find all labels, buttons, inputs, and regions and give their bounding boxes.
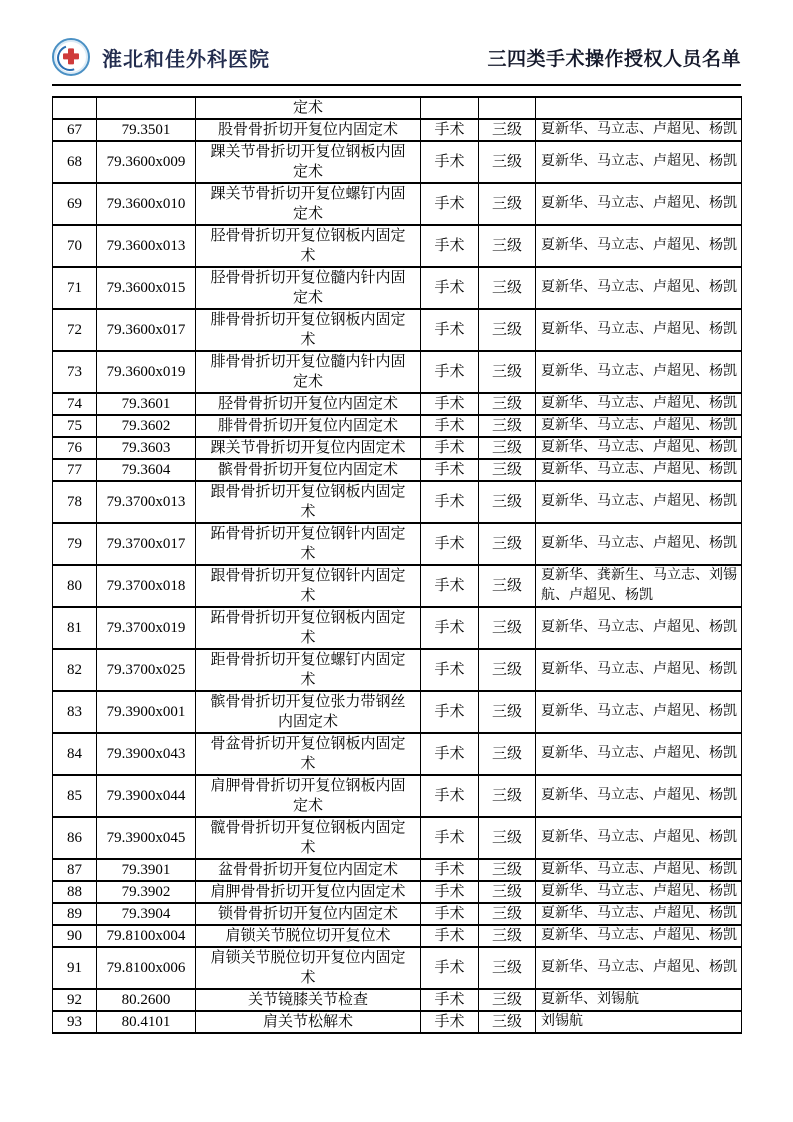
cell-procedure-name: 关节镜膝关节检查: [196, 989, 421, 1011]
cell-procedure-code: 79.3900x045: [97, 817, 196, 859]
cell-operation-type: 手术: [421, 733, 479, 775]
cell-procedure-code: 79.3900x001: [97, 691, 196, 733]
cell-procedure-code: 79.3700x018: [97, 565, 196, 607]
table-row: [53, 393, 742, 415]
procedure-table-body: [53, 97, 742, 1033]
table-row: [53, 903, 742, 925]
cell-operation-type: 手术: [421, 1011, 479, 1033]
document-title: 三四类手术操作授权人员名单: [487, 48, 741, 70]
cell-procedure-code: 79.3900x043: [97, 733, 196, 775]
cell-surgery-level: 三级: [479, 393, 536, 415]
cell-procedure-code: 79.3600x017: [97, 309, 196, 351]
cell-operation-type: 手术: [421, 183, 479, 225]
cell-operation-type: 手术: [421, 225, 479, 267]
cell-operation-type: 手术: [421, 881, 479, 903]
cell-authorized-staff: 夏新华、龚新生、马立志、刘锡航、卢超见、杨凯: [536, 565, 742, 607]
cell-authorized-staff: 夏新华、马立志、卢超见、杨凯: [536, 141, 742, 183]
authorization-table-container: [52, 96, 741, 1034]
cell-authorized-staff: 夏新华、马立志、卢超见、杨凯: [536, 415, 742, 437]
table-row: [53, 459, 742, 481]
cell-surgery-level: 三级: [479, 903, 536, 925]
cell-operation-type: 手术: [421, 947, 479, 989]
cell-operation-type: 手术: [421, 459, 479, 481]
cell-authorized-staff: 夏新华、马立志、卢超见、杨凯: [536, 881, 742, 903]
table-row: [53, 817, 742, 859]
cell-procedure-code: 79.3700x017: [97, 523, 196, 565]
table-row: [53, 881, 742, 903]
cell-operation-type: 手术: [421, 775, 479, 817]
cell-authorized-staff: 夏新华、刘锡航: [536, 989, 742, 1011]
cell-operation-type: 手术: [421, 649, 479, 691]
cell-row-number: [53, 97, 97, 119]
cell-surgery-level: 三级: [479, 119, 536, 141]
cell-procedure-name: 踝关节骨折切开复位螺钉内固定术: [196, 183, 421, 225]
table-row: [53, 141, 742, 183]
table-row: [53, 267, 742, 309]
cell-surgery-level: 三级: [479, 437, 536, 459]
cell-authorized-staff: 夏新华、马立志、卢超见、杨凯: [536, 459, 742, 481]
cell-authorized-staff: 夏新华、马立志、卢超见、杨凯: [536, 947, 742, 989]
cell-procedure-code: 79.3600x013: [97, 225, 196, 267]
cell-procedure-name: 股骨骨折切开复位内固定术: [196, 119, 421, 141]
cell-operation-type: 手术: [421, 267, 479, 309]
table-row: [53, 565, 742, 607]
cell-operation-type: 手术: [421, 141, 479, 183]
cell-row-number: 78: [53, 481, 97, 523]
cell-row-number: 82: [53, 649, 97, 691]
cell-procedure-code: 79.3600x015: [97, 267, 196, 309]
cell-procedure-code: 79.3604: [97, 459, 196, 481]
table-row: [53, 947, 742, 989]
cell-authorized-staff: 夏新华、马立志、卢超见、杨凯: [536, 817, 742, 859]
cell-operation-type: 手术: [421, 119, 479, 141]
cell-procedure-code: 79.3501: [97, 119, 196, 141]
cell-procedure-code: 79.3600x019: [97, 351, 196, 393]
cell-operation-type: 手术: [421, 415, 479, 437]
cell-procedure-name: 跟骨骨折切开复位钢针内固定术: [196, 565, 421, 607]
cell-authorized-staff: 夏新华、马立志、卢超见、杨凯: [536, 649, 742, 691]
cell-operation-type: 手术: [421, 607, 479, 649]
cell-authorized-staff: 夏新华、马立志、卢超见、杨凯: [536, 607, 742, 649]
table-row: [53, 309, 742, 351]
cell-procedure-name: 踝关节骨折切开复位钢板内固定术: [196, 141, 421, 183]
cell-surgery-level: 三级: [479, 141, 536, 183]
cell-authorized-staff: 夏新华、马立志、卢超见、杨凯: [536, 775, 742, 817]
cell-row-number: 92: [53, 989, 97, 1011]
cell-row-number: 71: [53, 267, 97, 309]
cell-procedure-name: 肩锁关节脱位切开复位内固定术: [196, 947, 421, 989]
cell-procedure-name: 盆骨骨折切开复位内固定术: [196, 859, 421, 881]
cell-surgery-level: 三级: [479, 817, 536, 859]
cell-authorized-staff: 夏新华、马立志、卢超见、杨凯: [536, 183, 742, 225]
cell-row-number: 76: [53, 437, 97, 459]
table-row: [53, 649, 742, 691]
cell-authorized-staff: 夏新华、马立志、卢超见、杨凯: [536, 523, 742, 565]
cell-authorized-staff: 夏新华、马立志、卢超见、杨凯: [536, 393, 742, 415]
cell-procedure-code: 79.3902: [97, 881, 196, 903]
cell-operation-type: 手术: [421, 393, 479, 415]
table-row: [53, 925, 742, 947]
table-row: [53, 97, 742, 119]
cell-authorized-staff: 夏新华、马立志、卢超见、杨凯: [536, 903, 742, 925]
cell-procedure-code: [97, 97, 196, 119]
cell-procedure-code: 79.3900x044: [97, 775, 196, 817]
table-row: [53, 119, 742, 141]
cell-surgery-level: 三级: [479, 775, 536, 817]
cell-row-number: 72: [53, 309, 97, 351]
cell-row-number: 83: [53, 691, 97, 733]
cell-surgery-level: 三级: [479, 881, 536, 903]
cell-authorized-staff: 夏新华、马立志、卢超见、杨凯: [536, 437, 742, 459]
cell-authorized-staff: 夏新华、马立志、卢超见、杨凯: [536, 733, 742, 775]
cell-row-number: 86: [53, 817, 97, 859]
cell-authorized-staff: [536, 97, 742, 119]
cell-surgery-level: [479, 97, 536, 119]
cell-procedure-name: 腓骨骨折切开复位内固定术: [196, 415, 421, 437]
table-row: [53, 415, 742, 437]
cell-row-number: 79: [53, 523, 97, 565]
cell-procedure-code: 80.4101: [97, 1011, 196, 1033]
cell-procedure-name: 胫骨骨折切开复位髓内针内固定术: [196, 267, 421, 309]
cell-procedure-name: 距骨骨折切开复位螺钉内固定术: [196, 649, 421, 691]
cell-procedure-code: 79.3603: [97, 437, 196, 459]
cell-row-number: 70: [53, 225, 97, 267]
cell-surgery-level: 三级: [479, 649, 536, 691]
cell-procedure-code: 79.3602: [97, 415, 196, 437]
cell-surgery-level: 三级: [479, 415, 536, 437]
red-cross-icon: [63, 48, 79, 64]
cell-procedure-code: 79.3700x013: [97, 481, 196, 523]
cell-procedure-name: 跖骨骨折切开复位钢针内固定术: [196, 523, 421, 565]
cell-authorized-staff: 夏新华、马立志、卢超见、杨凯: [536, 691, 742, 733]
cell-surgery-level: 三级: [479, 607, 536, 649]
table-row: [53, 1011, 742, 1033]
cell-procedure-name: 肩胛骨骨折切开复位内固定术: [196, 881, 421, 903]
cell-surgery-level: 三级: [479, 351, 536, 393]
cell-operation-type: 手术: [421, 925, 479, 947]
cell-procedure-code: 79.3700x019: [97, 607, 196, 649]
cell-procedure-name: 肩胛骨骨折切开复位钢板内固定术: [196, 775, 421, 817]
cell-procedure-name: 胫骨骨折切开复位钢板内固定术: [196, 225, 421, 267]
cell-surgery-level: 三级: [479, 989, 536, 1011]
cell-procedure-name: 踝关节骨折切开复位内固定术: [196, 437, 421, 459]
table-row: [53, 481, 742, 523]
cell-procedure-name: 髌骨骨折切开复位张力带钢丝内固定术: [196, 691, 421, 733]
cell-authorized-staff: 夏新华、马立志、卢超见、杨凯: [536, 859, 742, 881]
cell-procedure-code: 79.3600x009: [97, 141, 196, 183]
cell-procedure-code: 79.3901: [97, 859, 196, 881]
cell-procedure-name: 腓骨骨折切开复位髓内针内固定术: [196, 351, 421, 393]
cell-operation-type: 手术: [421, 481, 479, 523]
table-row: [53, 775, 742, 817]
cell-surgery-level: 三级: [479, 733, 536, 775]
cell-surgery-level: 三级: [479, 565, 536, 607]
table-row: [53, 437, 742, 459]
authorization-table: [52, 96, 742, 1034]
cell-procedure-name: 跖骨骨折切开复位钢板内固定术: [196, 607, 421, 649]
cell-row-number: 90: [53, 925, 97, 947]
cell-row-number: 80: [53, 565, 97, 607]
cell-operation-type: 手术: [421, 437, 479, 459]
cell-operation-type: 手术: [421, 817, 479, 859]
cell-procedure-code: 79.3600x010: [97, 183, 196, 225]
cell-procedure-code: 79.3601: [97, 393, 196, 415]
cell-surgery-level: 三级: [479, 309, 536, 351]
cell-row-number: 89: [53, 903, 97, 925]
cell-authorized-staff: 夏新华、马立志、卢超见、杨凯: [536, 309, 742, 351]
cell-row-number: 75: [53, 415, 97, 437]
cell-operation-type: 手术: [421, 903, 479, 925]
cell-row-number: 84: [53, 733, 97, 775]
cell-surgery-level: 三级: [479, 947, 536, 989]
cell-row-number: 81: [53, 607, 97, 649]
hospital-logo-icon: [52, 38, 90, 76]
cell-operation-type: 手术: [421, 523, 479, 565]
cell-authorized-staff: 夏新华、马立志、卢超见、杨凯: [536, 351, 742, 393]
cell-procedure-name: 定术: [196, 97, 421, 119]
cell-row-number: 93: [53, 1011, 97, 1033]
cell-row-number: 74: [53, 393, 97, 415]
cell-row-number: 77: [53, 459, 97, 481]
table-row: [53, 733, 742, 775]
cell-surgery-level: 三级: [479, 691, 536, 733]
cell-surgery-level: 三级: [479, 1011, 536, 1033]
cell-authorized-staff: 夏新华、马立志、卢超见、杨凯: [536, 267, 742, 309]
cell-operation-type: [421, 97, 479, 119]
cell-authorized-staff: 刘锡航: [536, 1011, 742, 1033]
cell-surgery-level: 三级: [479, 183, 536, 225]
cell-row-number: 87: [53, 859, 97, 881]
cell-surgery-level: 三级: [479, 267, 536, 309]
cell-procedure-name: 髋骨骨折切开复位钢板内固定术: [196, 817, 421, 859]
table-row: [53, 607, 742, 649]
cell-operation-type: 手术: [421, 351, 479, 393]
cell-procedure-code: 80.2600: [97, 989, 196, 1011]
table-row: [53, 859, 742, 881]
cell-row-number: 68: [53, 141, 97, 183]
cell-surgery-level: 三级: [479, 459, 536, 481]
cell-row-number: 67: [53, 119, 97, 141]
cell-operation-type: 手术: [421, 989, 479, 1011]
cell-surgery-level: 三级: [479, 523, 536, 565]
table-row: [53, 691, 742, 733]
table-row: [53, 183, 742, 225]
cell-operation-type: 手术: [421, 565, 479, 607]
page-header: [52, 36, 741, 86]
cell-surgery-level: 三级: [479, 225, 536, 267]
cell-authorized-staff: 夏新华、马立志、卢超见、杨凯: [536, 925, 742, 947]
cell-procedure-name: 锁骨骨折切开复位内固定术: [196, 903, 421, 925]
cell-row-number: 73: [53, 351, 97, 393]
cell-operation-type: 手术: [421, 859, 479, 881]
cell-procedure-name: 跟骨骨折切开复位钢板内固定术: [196, 481, 421, 523]
table-row: [53, 225, 742, 267]
cell-procedure-name: 肩关节松解术: [196, 1011, 421, 1033]
cell-row-number: 91: [53, 947, 97, 989]
cell-operation-type: 手术: [421, 309, 479, 351]
cell-operation-type: 手术: [421, 691, 479, 733]
cell-procedure-code: 79.8100x004: [97, 925, 196, 947]
cell-procedure-name: 胫骨骨折切开复位内固定术: [196, 393, 421, 415]
cell-procedure-name: 骨盆骨折切开复位钢板内固定术: [196, 733, 421, 775]
cell-procedure-name: 腓骨骨折切开复位钢板内固定术: [196, 309, 421, 351]
table-row: [53, 523, 742, 565]
cell-authorized-staff: 夏新华、马立志、卢超见、杨凯: [536, 225, 742, 267]
cell-row-number: 85: [53, 775, 97, 817]
cell-procedure-name: 髌骨骨折切开复位内固定术: [196, 459, 421, 481]
hospital-name: 淮北和佳外科医院: [102, 48, 270, 71]
cell-surgery-level: 三级: [479, 481, 536, 523]
cell-row-number: 88: [53, 881, 97, 903]
cell-procedure-code: 79.3904: [97, 903, 196, 925]
cell-procedure-name: 肩锁关节脱位切开复位术: [196, 925, 421, 947]
cell-row-number: 69: [53, 183, 97, 225]
cell-surgery-level: 三级: [479, 859, 536, 881]
cell-procedure-code: 79.3700x025: [97, 649, 196, 691]
cell-authorized-staff: 夏新华、马立志、卢超见、杨凯: [536, 119, 742, 141]
table-row: [53, 351, 742, 393]
table-row: [53, 989, 742, 1011]
cell-authorized-staff: 夏新华、马立志、卢超见、杨凯: [536, 481, 742, 523]
cell-procedure-code: 79.8100x006: [97, 947, 196, 989]
cell-surgery-level: 三级: [479, 925, 536, 947]
